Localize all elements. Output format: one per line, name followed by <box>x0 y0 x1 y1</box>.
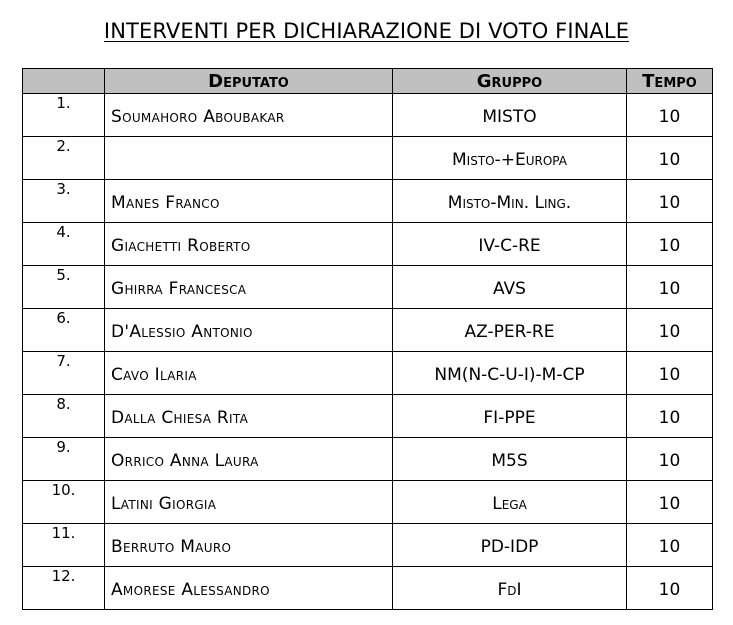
deputy-name: Giachetti Roberto <box>105 223 393 266</box>
deputy-name: Amorese Alessandro <box>105 567 393 610</box>
table-row <box>23 481 713 524</box>
party-group: Misto-+Europa <box>393 137 627 180</box>
row-number: 11. <box>23 524 105 567</box>
table-row <box>23 309 713 352</box>
header-group: Gruppo <box>393 69 627 94</box>
speaking-time: 10 <box>627 481 713 524</box>
deputy-name: Orrico Anna Laura <box>105 438 393 481</box>
row-number: 9. <box>23 438 105 481</box>
row-number: 8. <box>23 395 105 438</box>
row-number: 12. <box>23 567 105 610</box>
deputy-name: Berruto Mauro <box>105 524 393 567</box>
speaking-time: 10 <box>627 352 713 395</box>
speakers-table <box>22 68 713 610</box>
party-group: MISTO <box>393 94 627 137</box>
table-row <box>23 524 713 567</box>
party-group: PD-IDP <box>393 524 627 567</box>
deputy-name: Dalla Chiesa Rita <box>105 395 393 438</box>
deputy-name: Latini Giorgia <box>105 481 393 524</box>
header-deputy: Deputato <box>105 69 393 94</box>
row-number: 7. <box>23 352 105 395</box>
table-row <box>23 223 713 266</box>
row-number: 4. <box>23 223 105 266</box>
deputy-name: Soumahoro Aboubakar <box>105 94 393 137</box>
party-group: FI-PPE <box>393 395 627 438</box>
row-number: 1. <box>23 94 105 137</box>
table-row <box>23 94 713 137</box>
deputy-name: Manes Franco <box>105 180 393 223</box>
speaking-time: 10 <box>627 309 713 352</box>
party-group: AZ-PER-RE <box>393 309 627 352</box>
header-time: Tempo <box>627 69 713 94</box>
speaking-time: 10 <box>627 395 713 438</box>
row-number: 6. <box>23 309 105 352</box>
table-row <box>23 137 713 180</box>
table-row <box>23 395 713 438</box>
speaking-time: 10 <box>627 438 713 481</box>
table-row <box>23 266 713 309</box>
party-group: Lega <box>393 481 627 524</box>
table-header-row <box>23 69 713 94</box>
party-group: NM(N-C-U-I)-M-CP <box>393 352 627 395</box>
party-group: IV-C-RE <box>393 223 627 266</box>
speaking-time: 10 <box>627 266 713 309</box>
table-row <box>23 180 713 223</box>
page-title: INTERVENTI PER DICHIARAZIONE DI VOTO FINALE <box>103 19 630 43</box>
table-row <box>23 352 713 395</box>
speaking-time: 10 <box>627 223 713 266</box>
speaking-time: 10 <box>627 567 713 610</box>
table-row <box>23 438 713 481</box>
speaking-time: 10 <box>627 94 713 137</box>
deputy-name <box>105 137 393 180</box>
row-number: 5. <box>23 266 105 309</box>
deputy-name: D'Alessio Antonio <box>105 309 393 352</box>
party-group: FdI <box>393 567 627 610</box>
deputy-name: Ghirra Francesca <box>105 266 393 309</box>
speaking-time: 10 <box>627 524 713 567</box>
speaking-time: 10 <box>627 180 713 223</box>
table-row <box>23 567 713 610</box>
row-number: 3. <box>23 180 105 223</box>
speaking-time: 10 <box>627 137 713 180</box>
row-number: 10. <box>23 481 105 524</box>
party-group: AVS <box>393 266 627 309</box>
header-number <box>23 69 105 94</box>
table-body <box>23 94 713 610</box>
row-number: 2. <box>23 137 105 180</box>
party-group: Misto-Min. Ling. <box>393 180 627 223</box>
deputy-name: Cavo Ilaria <box>105 352 393 395</box>
party-group: M5S <box>393 438 627 481</box>
